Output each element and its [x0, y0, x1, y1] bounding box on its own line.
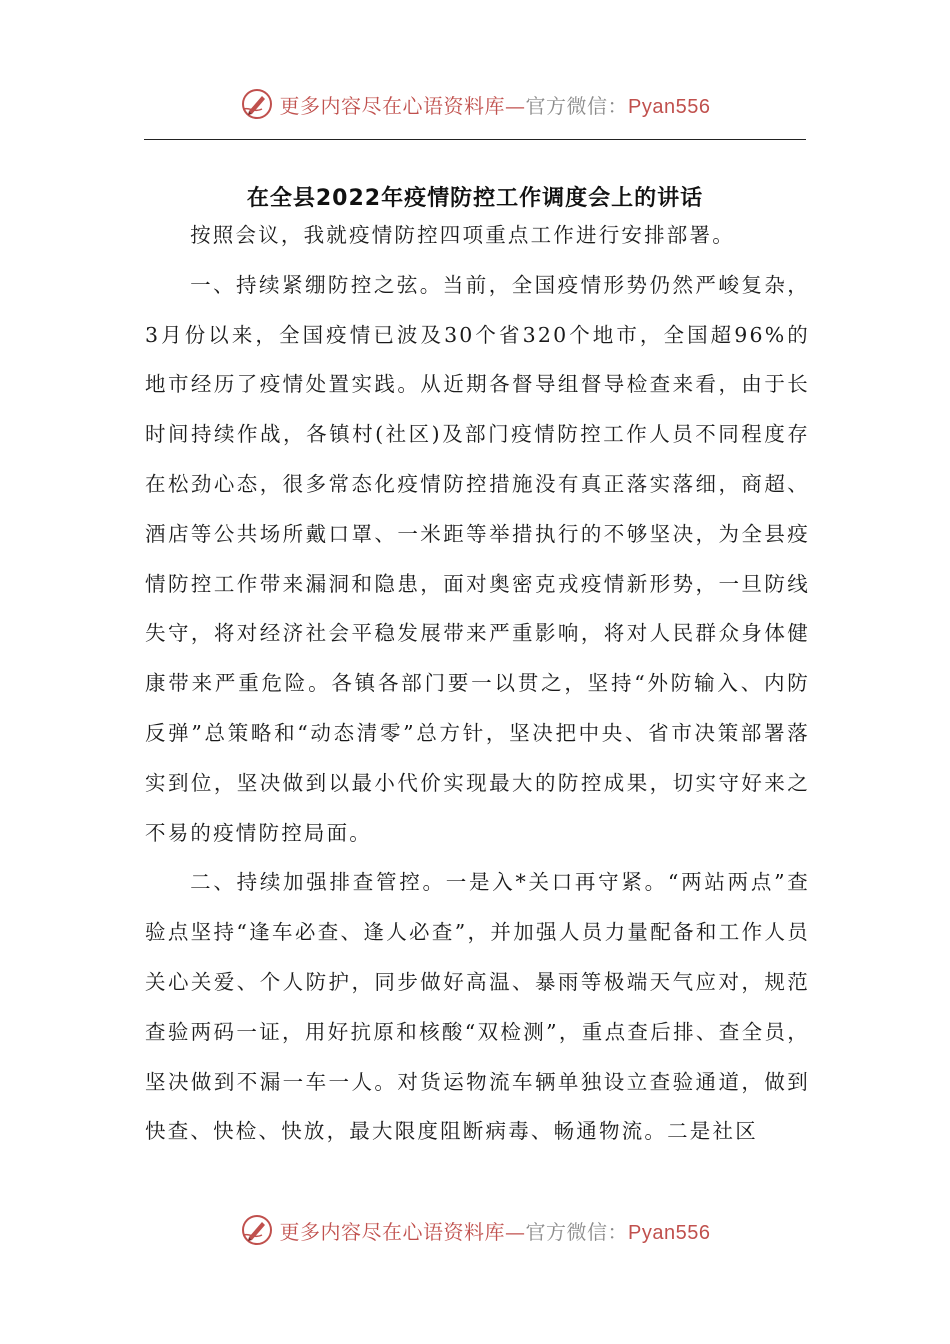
paragraph-section-2: 二、持续加强排查管控。一是入*关口再守紧。“两站两点”查验点坚持“逢车必查、逢人必查”，并加强人员力量配备和工作人员关心关爱、个人防护，同步做好高温、暴雨等极端天气应对，规范查验两码一证，用好抗原和核酸“双检测”，重点查后排、查全员，坚决做到不漏一车一人。对货运物流车辆单独设立查验通道，做到快查、快检、快放，最大限度阻断病毒、畅通物流。二是社区 — [145, 870, 810, 1144]
banner-promo-text: 更多内容尽在心语资料库 — [279, 1219, 506, 1244]
banner-text — [280, 90, 711, 119]
header-banner — [0, 84, 950, 124]
document-body — [145, 211, 810, 1157]
document-title: 在全县2022年疫情防控工作调度会上的讲话 — [246, 185, 704, 211]
banner-wechat-label: 官方微信： — [525, 1219, 629, 1244]
banner-dash: — — [505, 93, 526, 118]
paragraph-intro: 按照会议，我就疫情防控四项重点工作进行安排部署。 — [190, 223, 735, 247]
banner-promo-text: 更多内容尽在心语资料库 — [279, 93, 506, 118]
banner-dash: — — [505, 1219, 526, 1244]
footer-banner — [0, 1210, 950, 1250]
paragraph-section-1: 一、持续紧绷防控之弦。当前，全国疫情形势仍然严峻复杂，3月份以来，全国疫情已波及30个省320个地市，全国超96%的地市经历了疫情处置实践。从近期各督导组督导检查来看，由于长时间持续作战，各镇村(社区)及部门疫情防控工作人员不同程度存在松劲心态，很多常态化疫情防控措施没有真正落实落细，商超、酒店等公共场所戴口罩、一米距等举措执行的不够坚决，为全县疫情防控工作带来漏洞和隐患，面对奥密克戎疫情新形势，一旦防线失守，将对经济社会平稳发展带来严重影响，将对人民群众身体健康带来严重危险。各镇各部门要一以贯之，坚持“外防输入、内防反弹”总策略和“动态清零”总方针，坚决把中央、省市决策部署落实到位，坚决做到以最小代价实现最大的防控成果，切实守好来之不易的疫情防控局面。 — [145, 272, 810, 845]
pen-circle-logo-icon — [240, 1213, 274, 1247]
banner-wechat-id: Pyan556 — [628, 1221, 711, 1244]
banner-wechat-label: 官方微信： — [525, 93, 629, 118]
header-divider — [144, 139, 806, 140]
banner-text — [280, 1216, 711, 1245]
pen-circle-logo-icon — [240, 87, 274, 121]
banner-wechat-id: Pyan556 — [628, 95, 711, 118]
